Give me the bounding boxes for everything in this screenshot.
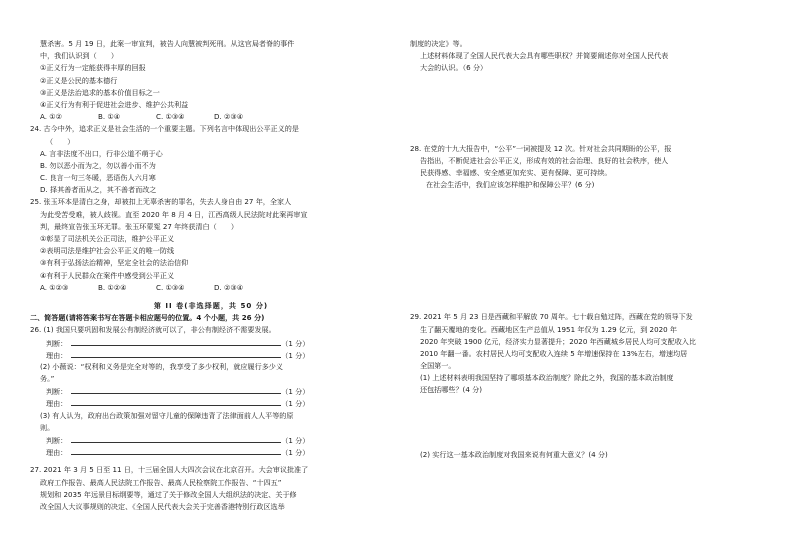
score: （1 分）	[281, 448, 310, 458]
q24-option-c[interactable]: C. 良言一句三冬暖，恶语伤人六月寒	[40, 173, 156, 183]
q25-stem: 25. 张玉环本是清白之身，却被扣上无辜杀害的罪名，失去人身自由 27 年，全家人	[30, 197, 292, 207]
q23-item: ①正义行为一定能获得丰厚的回报	[40, 63, 146, 73]
right-column	[410, 38, 770, 461]
q23-text: 中，我们认识到（ ）	[40, 51, 119, 61]
q26-1: 26. (1) 我国只要巩固和发展公有制经济就可以了，非公有制经济不需要发展。	[30, 325, 276, 335]
q29-stem: 2010 年翻一番。农村居民人均可支配收入连续 5 年增速保持在 13%左右，增速均居	[420, 348, 688, 358]
q26-3: (3) 有人认为，政府出台政策加强对留守儿童的保障违背了法律面前人人平等的原	[40, 410, 294, 420]
q24-stem: （ ）	[46, 136, 75, 146]
q23-item: ④正义行为有利于促进社会进步、维护公共利益	[40, 99, 189, 109]
q23-item: ②正义是公民的基本德行	[40, 75, 118, 85]
judge-label: 判断：	[46, 387, 68, 397]
q27-stem: 改全国人大议事规则的决定、《全国人民代表大会关于完善香港特别行政区选举	[40, 501, 285, 511]
q24-stem: 24. 古今中外，追求正义是社会生活的一个重要主题。下列名言中体现出公平正义的是	[30, 124, 299, 134]
answer-line[interactable]	[30, 434, 392, 446]
q24-option-b[interactable]: B. 勿以恶小而为之，勿以善小而不为	[40, 160, 156, 170]
reason-blank[interactable]	[71, 397, 281, 406]
option-c[interactable]: C. ①③④	[156, 282, 185, 292]
answer-line[interactable]	[30, 446, 392, 458]
q29-stem: 29. 2021 年 5 月 23 日是西藏和平解放 70 周年。七十载自勉过阵，西藏在党的领导下发	[410, 312, 693, 322]
reason-label: 理由：	[46, 448, 68, 458]
q29-stem: 全国第一。	[420, 361, 456, 371]
q25-stem: 为此受苦受难，被人歧视。直至 2020 年 8 月 4 日，江西高级人民法院对此案再审宣	[40, 209, 308, 219]
score: （1 分）	[281, 399, 310, 409]
q26-3: 则。	[40, 422, 55, 432]
judge-label: 判断：	[46, 436, 68, 445]
part2-title: 第 II 卷(非选择题，共 50 分)	[153, 300, 269, 310]
answer-space[interactable]	[410, 75, 770, 143]
q26-2: (2) 小薇说：“权利和义务是完全对等的，我享受了多少权利，就应履行多少义	[40, 361, 283, 371]
q29-1-question: (1) 上述材料表明我国坚持了哪项基本政治制度？除此之外，我国的基本政治制度	[420, 373, 674, 383]
judge-label: 判断：	[46, 338, 68, 348]
left-column	[30, 38, 392, 513]
q28-stem: 告指出，不断促进社会公平正义，形成有效的社会治理、良好的社会秩序，使人	[420, 155, 669, 165]
q23-item: ③正义是法治追求的基本价值目标之一	[40, 87, 160, 97]
q25-options	[30, 282, 392, 294]
option-d[interactable]: D. ②③④	[214, 282, 244, 292]
q23-text: 慧杀害。5 月 19 日，此案一审宣判，被告人向慧被判死刑。从这官局者脊的事件	[40, 39, 295, 48]
judge-blank[interactable]	[71, 385, 281, 394]
q27-question: 上述材料体现了全国人民代表大会具有哪些职权？并简要阐述你对全国人民代表	[420, 51, 669, 61]
answer-line[interactable]	[30, 349, 392, 361]
q29-stem: 生了翻天覆地的变化。西藏地区生产总值从 1951 年仅为 1.29 亿元，到 2020 年	[420, 324, 677, 334]
reason-label: 理由：	[46, 399, 68, 409]
q25-item: ②表明司法是维护社会公平正义的唯一防线	[40, 246, 175, 256]
q27-stem: 规划和 2035 年远景目标纲要等，通过了关于修改全国人大组织法的决定、关于修	[40, 489, 297, 499]
q26-2: 务。”	[40, 374, 55, 384]
q28-stem: 民获得感、幸福感、安全感更加充实、更有保障、更可持续。	[420, 167, 612, 177]
q24-option-a[interactable]: A. 言非法度不出口，行非公道不萌于心	[40, 148, 163, 158]
q23-options	[30, 111, 392, 123]
answer-line[interactable]	[30, 397, 392, 409]
answer-line[interactable]	[30, 385, 392, 397]
q28-stem: 28. 在党的十九大报告中，“公平”一词被提及 12 次。针对社会共同期盼的公平，报	[410, 143, 672, 153]
q27-stem: 27. 2021 年 3 月 5 日至 11 日，十三届全国人大四次会议在北京召开。大会审议批准了	[30, 465, 309, 475]
q25-item: ①彰显了司法机关公正司法，维护公平正义	[40, 234, 175, 243]
option-a[interactable]: A. ①②	[40, 112, 62, 122]
q27-question: 大会的认识。（6 分）	[420, 63, 488, 73]
section2-heading: 二、简答题(请将答案书写在答题卡相应题号的位置。4 个小题，共 26 分)	[30, 313, 265, 323]
q29-2-question: (2) 实行这一基本政治制度对我国来说有何重大意义？(4 分)	[420, 449, 608, 459]
reason-blank[interactable]	[71, 349, 281, 358]
reason-blank[interactable]	[71, 446, 281, 455]
score: （1 分）	[281, 350, 310, 360]
answer-space[interactable]	[410, 259, 770, 311]
q29-stem: 2020 年突破 1900 亿元，经济实力显著提升；2020 年西藏城乡居民人均可支配收入比	[420, 336, 696, 346]
score: （1 分）	[281, 436, 310, 445]
option-d[interactable]: D. ②③④	[214, 112, 244, 122]
q24-option-d[interactable]: D. 择其善者而从之，其不善者而改之	[40, 185, 157, 195]
q29-1-question: 还包括哪些？(4 分)	[420, 385, 482, 395]
option-b[interactable]: B. ①④	[98, 112, 121, 122]
answer-space[interactable]	[410, 191, 770, 259]
score: （1 分）	[281, 387, 310, 397]
q25-stem: 判，最终宣告张玉环无罪。张玉环蒙冤 27 年终获清白（ ）	[40, 221, 238, 231]
q27-continued: 制度的决定》等。	[410, 39, 467, 48]
q28-question: 在社会生活中，我们应该怎样维护和保障公平？(6 分)	[426, 180, 595, 190]
q27-stem: 政府工作报告、最高人民法院工作报告、最高人民检察院工作报告、“十四五”	[40, 477, 282, 487]
option-a[interactable]: A. ①②③	[40, 282, 69, 292]
option-c[interactable]: C. ①③④	[156, 112, 185, 122]
q25-item: ④有利于人民群众在案件中感受到公平正义	[40, 270, 175, 280]
score: （1 分）	[281, 338, 310, 348]
judge-blank[interactable]	[71, 337, 281, 346]
option-b[interactable]: B. ①②④	[98, 282, 127, 292]
q25-item: ③有利于弘扬法治精神，坚定全社会的法治信仰	[40, 258, 189, 268]
reason-label: 理由：	[46, 350, 68, 360]
answer-line[interactable]	[30, 337, 392, 349]
judge-blank[interactable]	[71, 434, 281, 443]
answer-space[interactable]	[410, 397, 770, 449]
